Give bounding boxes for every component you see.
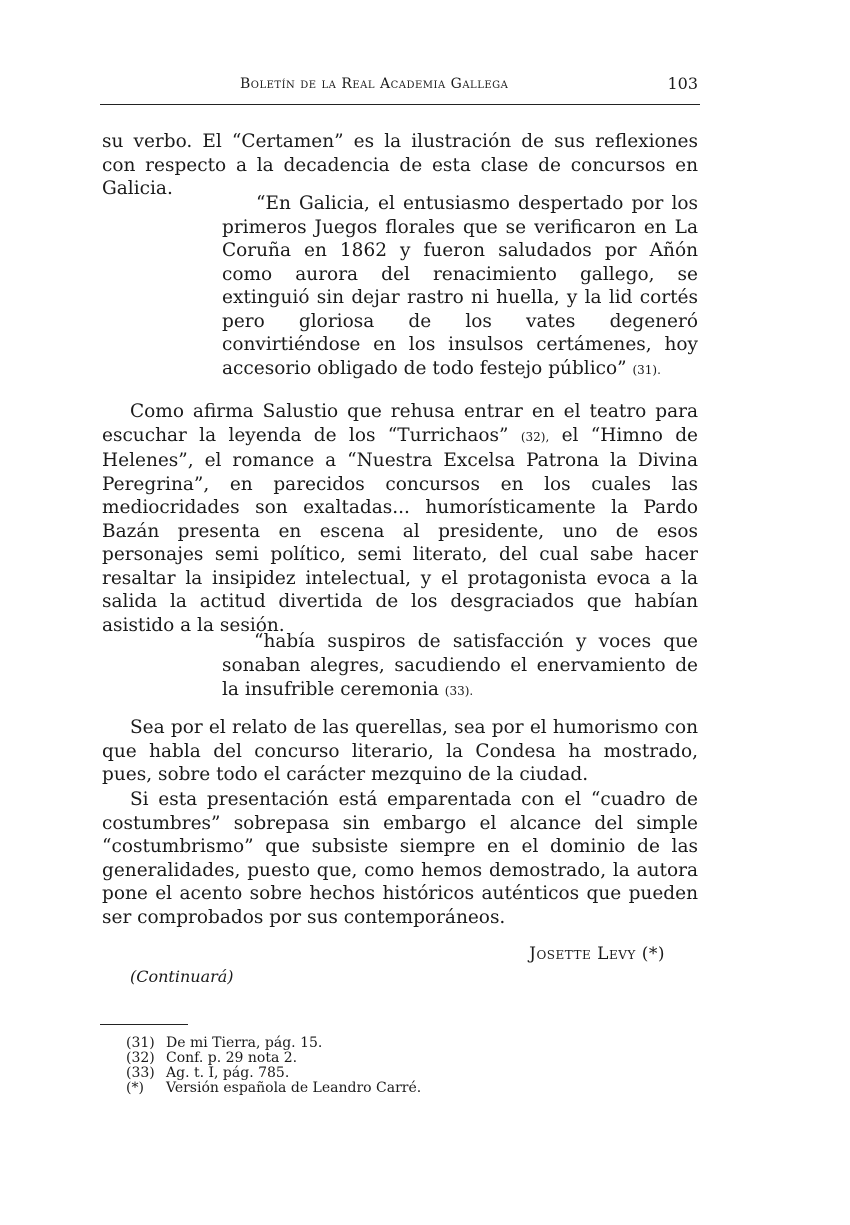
footnote-ref-31: (31). xyxy=(632,362,661,377)
paragraph-2 xyxy=(102,400,698,637)
block-quote-2 xyxy=(222,630,698,703)
paragraph-1 xyxy=(102,130,698,201)
paragraph-3-text: Sea por el relato de las querellas, sea por el humorismo con que habla del concurso literario, la Condesa ha mostrado, pues, sobre todo el carácter mezquino de la ciudad. xyxy=(102,717,698,785)
footnote-mark: (*) xyxy=(126,1080,144,1096)
footnote-text: Ag. t. I, pág. 785. xyxy=(166,1065,290,1081)
page-number: 103 xyxy=(667,74,698,93)
author-signature: Josette Levy (*) xyxy=(529,944,665,964)
paragraph-2-text-b: el “Himno de Helenes”, el romance a “Nuestra Excelsa Patrona la Divina Peregrina”, en parecidos concursos en los cuales las mediocridades son exaltadas... humorísticamente la Pardo Bazán presenta en escena al presidente, uno de esos personajes semi político, semi literato, del cual sabe hacer resaltar la insipidez intelectual, y el protagonista evoca a la salida la actitud divertida de los desgraciados que habían asistido a la sesión. xyxy=(102,424,698,636)
footnote-text: Conf. p. 29 nota 2. xyxy=(166,1050,298,1066)
footnote-text: Versión española de Leandro Carré. xyxy=(166,1080,422,1096)
paragraph-1-text: su verbo. El “Certamen” es la ilustración de sus reflexiones con respecto a la decadencia de esta clase de concursos en Galicia. xyxy=(102,131,698,199)
paragraph-2-text-a: Como afirma Salustio que rehusa entrar en el teatro para escuchar la leyenda de los “Turrichaos” xyxy=(102,401,698,446)
running-title: Boletín de la Real Academia Gallega xyxy=(240,76,509,92)
footnote-mark: (31) xyxy=(126,1035,155,1051)
paragraph-4-text: Si esta presentación está emparentada con el “cuadro de costumbres” sobrepasa sin embargo el alcance del simple “costumbrismo” que subsiste siempre en el dominio de las generalidades, puesto que, como hemos demostrado, la autora pone el acento sobre hechos históricos auténticos que pueden ser comprobados por sus contemporáneos. xyxy=(102,789,698,928)
page-header xyxy=(100,74,700,105)
block-quote-1 xyxy=(222,192,698,382)
footnotes xyxy=(126,1036,421,1096)
footnote-item xyxy=(126,1051,421,1066)
quote-1-text: “En Galicia, el entusiasmo despertado por los primeros Juegos florales que se verificaron en La Coruña en 1862 y fueron saludados por Añón como aurora del renacimiento gallego, se extinguió sin dejar rastro ni huella, y la lid cortés pero gloriosa de los vates degeneró convirtiéndose en los insulsos certámenes, hoy accesorio obligado de todo festejo público” xyxy=(222,193,698,379)
footnote-divider xyxy=(100,1024,188,1025)
footnote-ref-32: (32), xyxy=(520,429,550,444)
paragraph-3 xyxy=(102,716,698,787)
footnote-mark: (33) xyxy=(126,1065,155,1081)
footnote-mark: (32) xyxy=(126,1050,155,1066)
footnote-text: De mi Tierra, pág. 15. xyxy=(166,1035,323,1051)
continued-note: (Continuará) xyxy=(130,967,234,986)
footnote-item xyxy=(126,1081,421,1096)
footnote-item xyxy=(126,1036,421,1051)
paragraph-4 xyxy=(102,788,698,929)
footnote-ref-33: (33). xyxy=(444,684,474,698)
footnote-item xyxy=(126,1066,421,1081)
quote-2-text: “había suspiros de satisfacción y voces que sonaban alegres, sacudiendo el enervamiento de la insufrible ceremonia xyxy=(222,631,698,700)
